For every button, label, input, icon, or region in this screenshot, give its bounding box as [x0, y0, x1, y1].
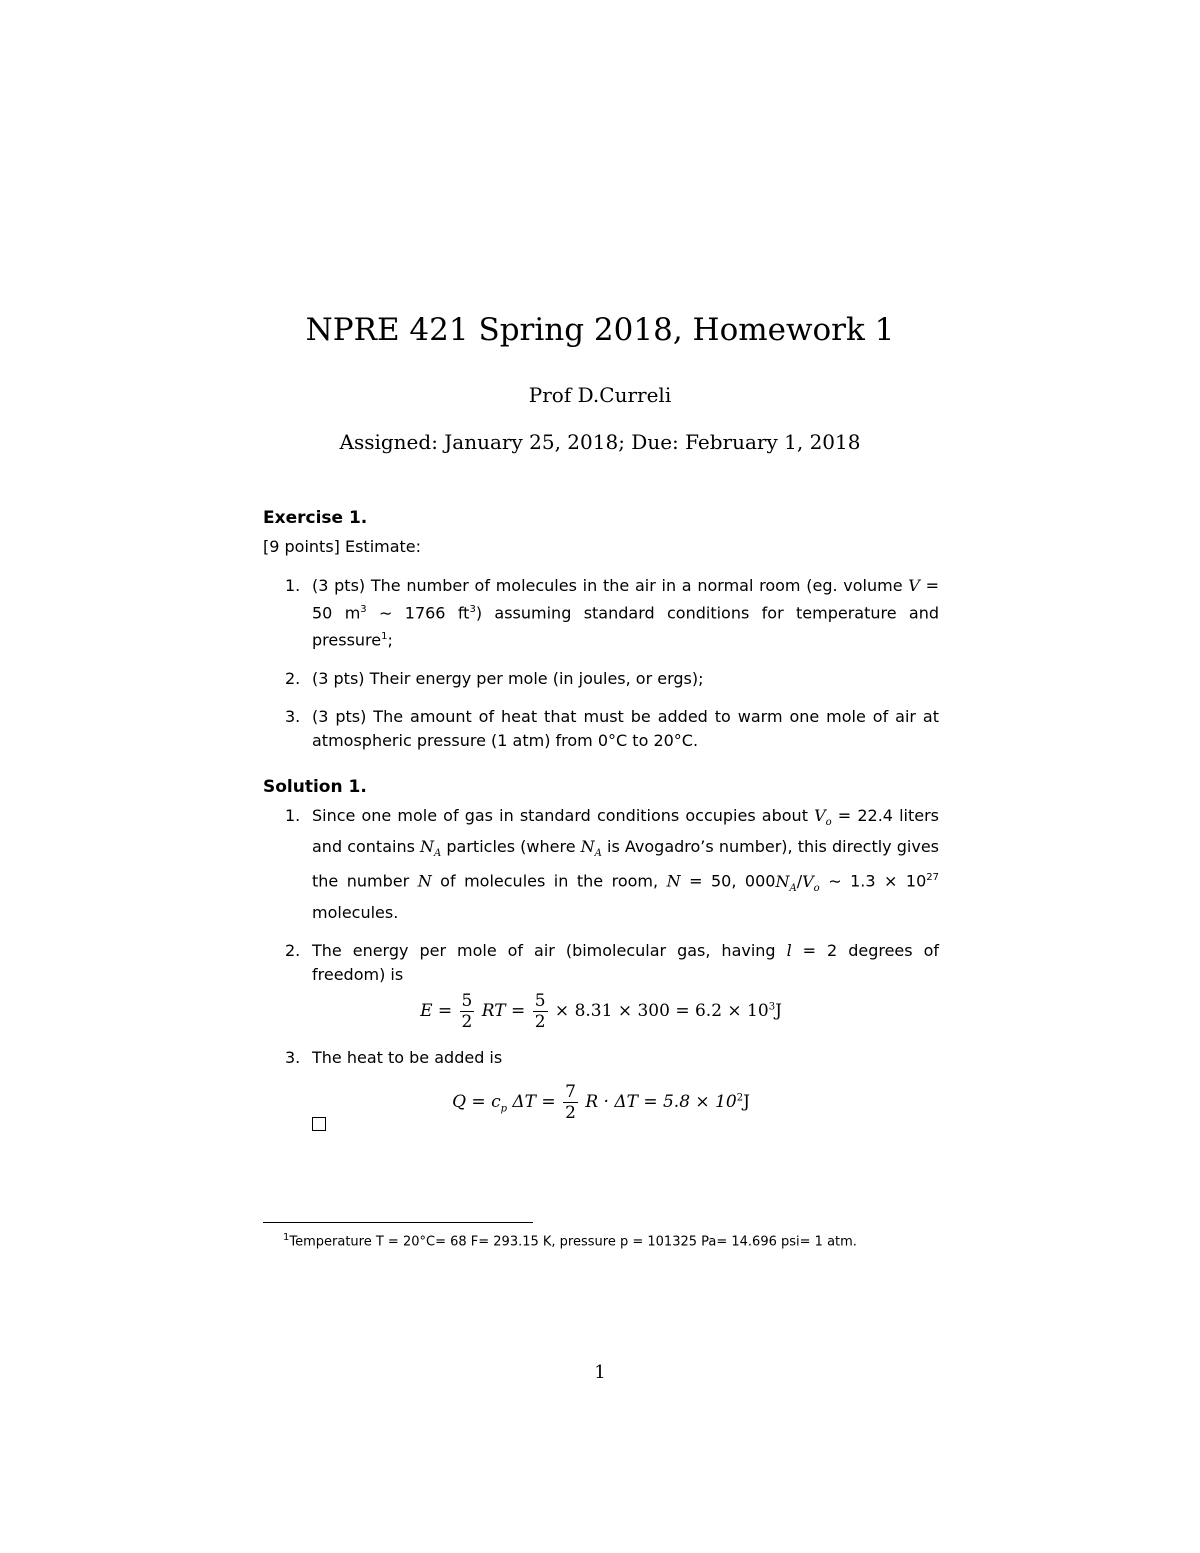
exercise-item-3: 3. (3 pts) The amount of heat that must be added to warm one mole of air at atmospheric pressure (1 atm) from 0°C to 20°C. [285, 706, 939, 750]
exercise-item-1: 1. (3 pts) The number of molecules in the air in a normal room (eg. volume V = 50 $m^3$ ∼ 1766 $ft^3$) assuming standard conditions for temperature and pressure$^1$; [285, 576, 940, 650]
qed-square-icon [312, 1117, 326, 1131]
solution-item-3: 3. The heat to be added is $Q = c_p$ ΔT = $\frac{7}{2}$ $R \cdot \Delta T = 5.8 \times 10^2J$ [263, 1046, 939, 1123]
heat-equation: $Q = c_p$ ΔT = $\frac{7}{2}$ $R \cdot \Delta T = 5.8 \times 10^2J$ [452, 1081, 750, 1123]
footnote-marker: 1 [381, 631, 388, 643]
solution-list [263, 804, 939, 1137]
page-title: NPRE 421 Spring 2018, Homework 1 [305, 312, 895, 348]
solution-heading: Solution 1. [263, 777, 367, 797]
exercise-item-2: 2. (3 pts) Their energy per mole (in joules, or ergs); [285, 668, 704, 688]
author: Prof D.Curreli [528, 383, 672, 407]
solution-item-2: 2. The energy per mole of air (bimolecular gas, having l = 2 degrees of freedom) is E = $\frac{5}{2}$ RT = $\frac{5}{2}$ × $8.31 \times 300 = 6.2 \times 10^3J$ [263, 939, 939, 1032]
assignment-dates: Assigned: January 25, 2018; Due: February 1, 2018 [339, 430, 861, 454]
footnote: $^1$Temperature T = 20°C= 68 F= 293.15 K, pressure p = 101325 Pa= 14.696 psi= 1 atm. [283, 1232, 857, 1250]
exercise-heading: Exercise 1. [263, 508, 368, 528]
exercise-intro: [9 points] Estimate: [263, 537, 422, 556]
page-number: 1 [594, 1362, 606, 1383]
footnote-rule [263, 1222, 533, 1223]
exercise-list [263, 574, 939, 767]
energy-equation: E = $\frac{5}{2}$ RT = $\frac{5}{2}$ × $8.31 \times 300 = 6.2 \times 10^3J$ [420, 990, 782, 1032]
solution-item-1: 1. Since one mole of gas in standard conditions occupies about $V_o = 22.4$ liters and contains $N_A$ particles (where $N_A$ is Avogadro’s number), this directly gives the number N of molecules in the room, N = 50, $000N_A/V_o$ ∼ $1.3 \times 10^{27}$ molecules. [285, 806, 940, 922]
